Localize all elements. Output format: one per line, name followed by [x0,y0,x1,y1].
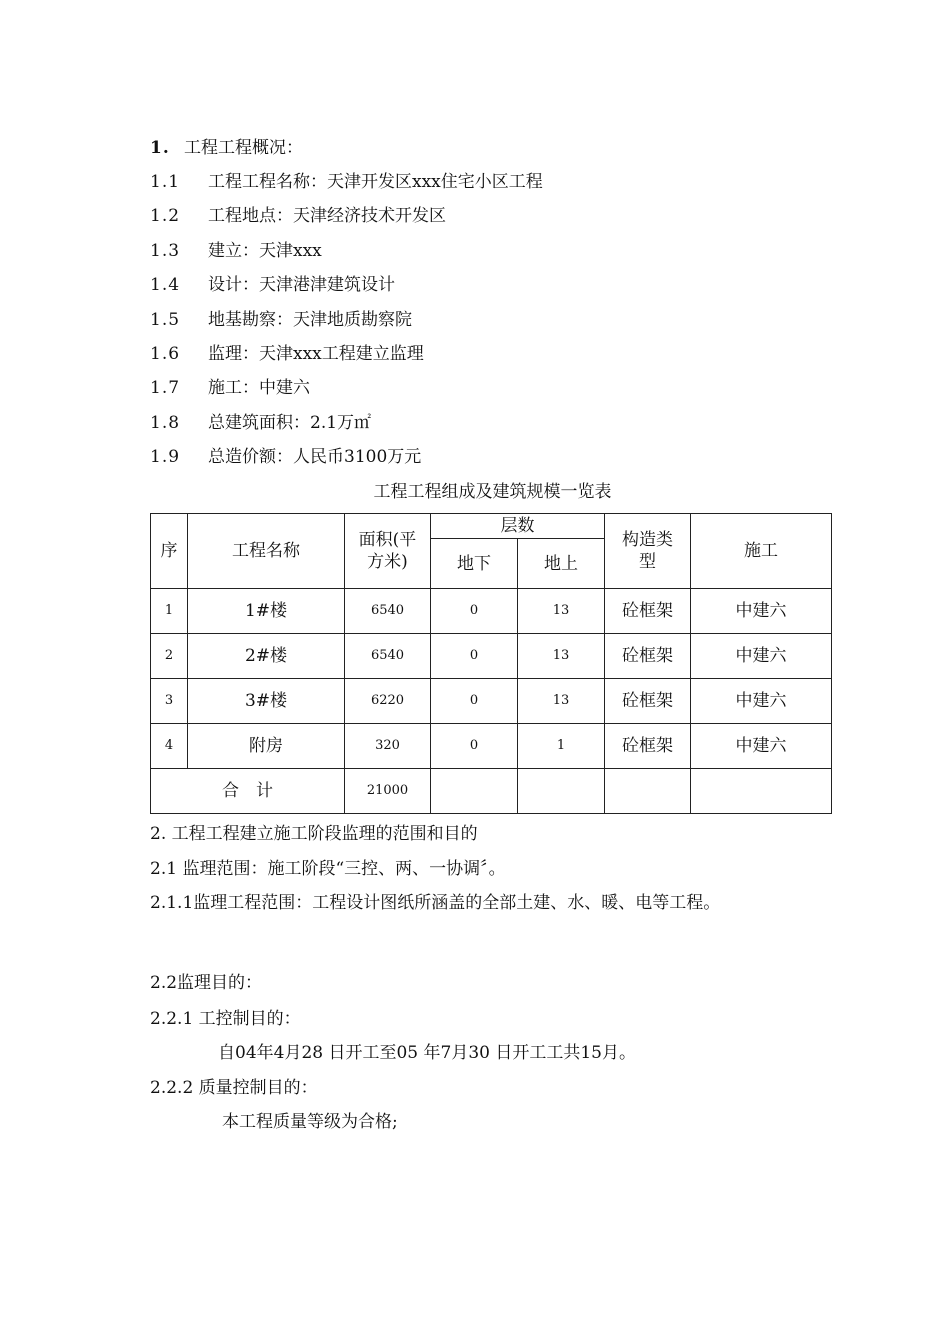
cell-name: 1#楼 [188,589,345,634]
table-row [151,679,832,724]
overview-item [150,240,322,262]
overview-item [150,446,421,468]
overview-item [150,377,310,399]
header-structure: 构造类型 [605,514,691,589]
cell-below: 0 [431,679,518,724]
cell-area: 6540 [345,589,431,634]
cell-structure: 砼框架 [605,589,691,634]
header-area: 面积(平方米) [345,514,431,589]
cell-area: 320 [345,724,431,769]
cell-below: 0 [431,634,518,679]
cell-builder: 中建六 [691,724,832,769]
scope-2-2-1: 2.2.1 工控制目的： [150,1009,301,1029]
header-below: 地下 [431,539,518,589]
overview-item-num: 1.7 [150,378,181,399]
overview-item-num: 1.5 [150,309,181,330]
table-row [151,634,832,679]
cell-builder: 中建六 [691,679,832,724]
cell-seq: 3 [151,679,188,724]
overview-item-text: 地基勘察：天津地质勘察院 [208,309,412,330]
cell-structure: 砼框架 [605,679,691,724]
cell-name: 2#楼 [188,634,345,679]
table-row [151,589,832,634]
cell-seq: 1 [151,589,188,634]
cell-seq: 2 [151,634,188,679]
cell-seq: 4 [151,724,188,769]
cell-structure: 砼框架 [605,634,691,679]
overview-item-text: 工程工程名称：天津开发区xxx住宅小区工程 [208,172,543,192]
overview-item-num: 1.9 [150,447,181,468]
overview-item-text: 总造价额：人民币3100万元 [208,447,422,468]
cell-below: 0 [431,724,518,769]
header-above: 地上 [518,539,605,589]
cell-above: 13 [518,634,605,679]
cell-structure: 砼框架 [605,724,691,769]
header-name: 工程名称 [188,514,345,589]
overview-heading-num: 1. [150,138,170,158]
overview-item-text: 施工：中建六 [208,378,310,399]
scope-heading: 2. 工程工程建立施工阶段监理的范围和目的 [150,824,478,844]
cell-name: 3#楼 [188,679,345,724]
overview-item [150,343,424,365]
overview-item [150,309,412,331]
header-floors: 层数 [431,514,605,539]
overview-item [150,171,543,193]
overview-item [150,274,395,296]
scope-2-2-2-body: 本工程质量等级为合格; [222,1112,398,1132]
overview-item-num: 1.3 [150,240,181,261]
cell-below: 0 [431,589,518,634]
cell-above: 1 [518,724,605,769]
overview-item-text: 总建筑面积：2.1万㎡ [208,412,372,433]
overview-item-text: 建立：天津xxx [208,240,322,261]
scope-2-2-1-body: 自04年4月28 日开工至05 年7月30 日开工工共15月。 [218,1043,637,1063]
cell-name: 附房 [188,724,345,769]
cell-builder: 中建六 [691,634,832,679]
overview-item-num: 1.4 [150,275,181,296]
overview-item-text: 设计：天津港津建筑设计 [208,275,395,296]
total-empty [431,769,518,814]
cell-builder: 中建六 [691,589,832,634]
overview-item [150,412,371,434]
overview-heading [150,137,303,159]
table-row [151,724,832,769]
scope-2-2: 2.2监理目的： [150,973,263,993]
cell-area: 6540 [345,634,431,679]
header-builder: 施工 [691,514,832,589]
overview-item-num: 1.2 [150,206,181,227]
scope-2-1: 2.1 监理范围：施工阶段“三控、两、一协调〞。 [150,859,506,879]
total-empty [605,769,691,814]
cell-area: 6220 [345,679,431,724]
overview-heading-text: 工程工程概况： [184,138,303,158]
overview-item-text: 工程地点：天津经济技术开发区 [208,206,446,227]
overview-item-num: 1.1 [150,172,181,192]
header-seq: 序 [151,514,188,589]
total-label: 合 计 [151,769,345,814]
overview-item-text: 监理：天津xxx工程建立监理 [208,344,424,364]
scope-2-2-2: 2.2.2 质量控制目的： [150,1078,318,1098]
overview-item-num: 1.6 [150,344,181,364]
project-table [150,513,832,814]
scope-2-1-1: 2.1.1监理工程范围：工程设计图纸所涵盖的全部土建、水、暖、电等工程。 [150,893,721,913]
total-area: 21000 [345,769,431,814]
cell-above: 13 [518,679,605,724]
total-empty [691,769,832,814]
total-empty [518,769,605,814]
overview-item [150,205,446,227]
overview-item-num: 1.8 [150,412,181,433]
table-caption: 工程工程组成及建筑规模一览表 [373,482,612,502]
cell-above: 13 [518,589,605,634]
